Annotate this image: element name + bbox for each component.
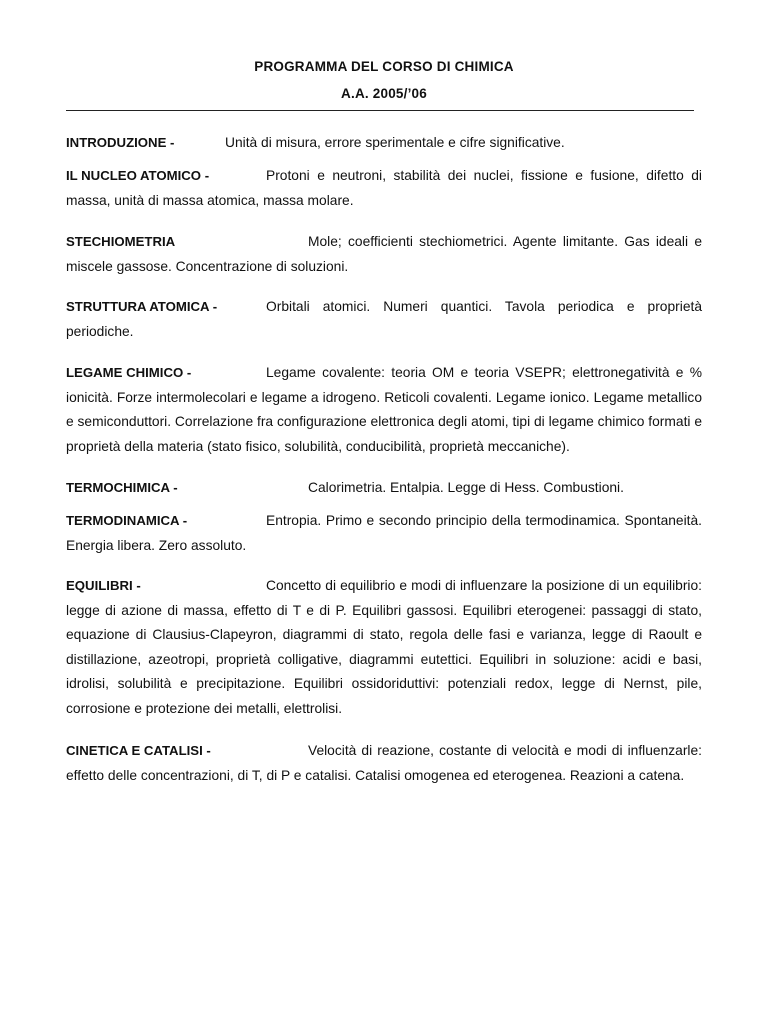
section-text: Entropia. Primo e secondo principio della termodinamica. Spontaneità. Energia libera. Zero assoluto. [66, 513, 702, 553]
section-termochimica [66, 476, 702, 501]
section-stechiometria [66, 230, 702, 279]
section-introduzione [66, 131, 702, 156]
section-heading: STECHIOMETRIA [66, 234, 176, 249]
section-text: Concetto di equilibrio e modi di influenzare la posizione di un equilibrio: legge di azione di massa, effetto di T e di P. Equilibri gassosi. Equilibri eterogenei: passaggi di stato, equazione di Clausius-Clapeyron, diagrammi di stato, regola delle fasi e varianza, legge di Raoult e distillazione, azeotropi, proprietà colligative, diagrammi eutettici. Equilibri in soluzione: acidi e basi, idrolisi, solubilità e precipitazione. Equilibri ossidoriduttivi: potenziali redox, legge di Nernst, pile, corrosione e protezione dei metalli, elettrolisi. [66, 578, 702, 716]
section-termodinamica [66, 509, 702, 558]
section-cinetica-catalisi [66, 739, 702, 788]
section-legame-chimico [66, 361, 702, 459]
section-heading: CINETICA E CATALISI - [66, 743, 211, 758]
section-text: Calorimetria. Entalpia. Legge di Hess. Combustioni. [308, 480, 624, 495]
section-text: Unità di misura, errore sperimentale e cifre significative. [225, 135, 565, 150]
section-heading: TERMOCHIMICA - [66, 480, 178, 495]
section-equilibri [66, 574, 702, 721]
academic-year: A.A. 2005/’06 [341, 86, 427, 101]
section-text: Mole; coefficienti stechiometrici. Agente limitante. Gas ideali e miscele gassose. Concentrazione di soluzioni. [66, 234, 702, 274]
section-heading: STRUTTURA ATOMICA - [66, 299, 218, 314]
section-text: Velocità di reazione, costante di velocità e modi di influenzarle: effetto delle concentrazioni, di T, di P e catalisi. Catalisi omogenea ed eterogenea. Reazioni a catena. [66, 743, 702, 783]
section-text: Protoni e neutroni, stabilità dei nuclei, fissione e fusione, difetto di massa, unità di massa atomica, massa molare. [66, 168, 702, 208]
section-text: Orbitali atomici. Numeri quantici. Tavola periodica e proprietà periodiche. [66, 299, 702, 339]
section-struttura-atomica [66, 295, 702, 344]
section-heading: TERMODINAMICA - [66, 513, 188, 528]
section-text: Legame covalente: teoria OM e teoria VSEPR; elettronegatività e % ionicità. Forze intermolecolari e legame a idrogeno. Reticoli covalenti. Legame ionico. Legame metallico e semiconduttori. Correlazione fra configurazione elettronica degli atomi, tipi di legame chimico formati e proprietà della materia (stato fisico, solubilità, conducibilità, proprietà meccaniche). [66, 365, 702, 454]
page-title: PROGRAMMA DEL CORSO DI CHIMICA [254, 59, 514, 74]
section-nucleo-atomico [66, 164, 702, 213]
section-heading: INTRODUZIONE - [66, 135, 175, 150]
title-divider [66, 110, 694, 111]
section-heading: IL NUCLEO ATOMICO - [66, 168, 210, 183]
section-heading: LEGAME CHIMICO - [66, 365, 192, 380]
section-heading: EQUILIBRI - [66, 578, 141, 593]
